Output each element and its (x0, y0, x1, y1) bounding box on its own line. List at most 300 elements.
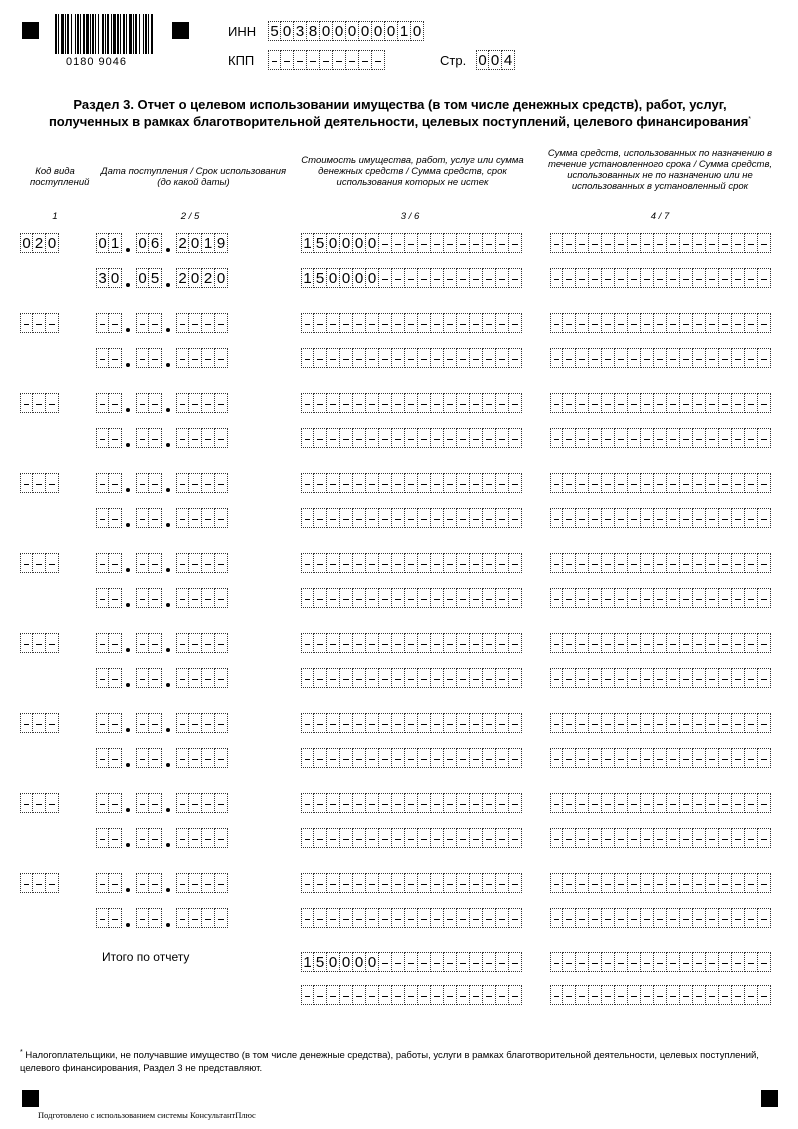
char-cell (136, 748, 149, 768)
amount-field[interactable] (301, 473, 522, 493)
char-cell: 0 (353, 268, 366, 288)
char-cell (602, 985, 615, 1005)
char-cell (589, 588, 602, 608)
char-cell (366, 793, 379, 813)
use-until-field-month[interactable] (136, 828, 162, 848)
amount-field[interactable] (301, 553, 522, 573)
char-cell (20, 793, 33, 813)
date-received-field-day[interactable] (96, 633, 122, 653)
char-cell (20, 393, 33, 413)
char-cell (758, 828, 771, 848)
use-until-field-day[interactable] (96, 748, 122, 768)
misused-field[interactable] (550, 828, 771, 848)
use-until-field-day[interactable] (96, 828, 122, 848)
char-cell (418, 508, 431, 528)
char-cell (379, 713, 392, 733)
code-field[interactable] (20, 553, 59, 573)
code-field[interactable] (20, 873, 59, 893)
misused-field[interactable] (550, 428, 771, 448)
char-cell (680, 553, 693, 573)
total-used-field[interactable] (550, 952, 771, 972)
code-field[interactable] (20, 713, 59, 733)
char-cell (405, 428, 418, 448)
used-field[interactable] (550, 873, 771, 893)
char-cell (719, 873, 732, 893)
char-cell (340, 508, 353, 528)
char-cell (654, 633, 667, 653)
char-cell (176, 313, 189, 333)
use-until-field-month[interactable] (136, 428, 162, 448)
char-cell (589, 668, 602, 688)
misused-field[interactable] (550, 268, 771, 288)
used-field[interactable] (550, 313, 771, 333)
date-separator (126, 603, 130, 607)
char-cell (327, 473, 340, 493)
char-cell: 0 (189, 233, 202, 253)
char-cell (366, 668, 379, 688)
char-cell (693, 588, 706, 608)
char-cell (732, 393, 745, 413)
char-cell (654, 348, 667, 368)
use-until-field-year[interactable] (176, 748, 228, 768)
amount-field[interactable] (301, 713, 522, 733)
date-received-field-year[interactable] (176, 393, 228, 413)
unexpired-field[interactable] (301, 268, 522, 288)
char-cell (444, 873, 457, 893)
char-cell (176, 828, 189, 848)
char-cell (33, 793, 46, 813)
column-heading-amount: Стоимость имущества, работ, услуг или сумма денежных средств / Сумма средств, срок использования которых не истек (301, 155, 524, 188)
char-cell (281, 50, 294, 70)
char-cell (550, 233, 563, 253)
char-cell: 0 (385, 21, 398, 41)
char-cell (602, 313, 615, 333)
use-until-field-year[interactable] (176, 828, 228, 848)
char-cell (301, 508, 314, 528)
char-cell (96, 473, 109, 493)
char-cell (745, 348, 758, 368)
char-cell (680, 985, 693, 1005)
code-field[interactable] (20, 633, 59, 653)
char-cell (392, 985, 405, 1005)
char-cell (667, 348, 680, 368)
date-received-field-month[interactable] (136, 633, 162, 653)
char-cell (327, 713, 340, 733)
char-cell (176, 713, 189, 733)
char-cell (136, 553, 149, 573)
char-cell (96, 748, 109, 768)
char-cell (149, 713, 162, 733)
barcode-icon (55, 14, 154, 54)
date-received-field-month[interactable] (136, 553, 162, 573)
char-cell (719, 668, 732, 688)
used-field[interactable] (550, 713, 771, 733)
char-cell (314, 393, 327, 413)
date-received-field-month[interactable] (136, 233, 162, 253)
date-received-field-day[interactable] (96, 553, 122, 573)
use-until-field-day[interactable] (96, 268, 122, 288)
char-cell (732, 748, 745, 768)
char-cell (202, 668, 215, 688)
char-cell (202, 873, 215, 893)
amount-field[interactable] (301, 793, 522, 813)
char-cell (496, 313, 509, 333)
code-field[interactable] (20, 313, 59, 333)
char-cell (693, 828, 706, 848)
misused-field[interactable] (550, 908, 771, 928)
char-cell (483, 428, 496, 448)
use-until-field-day[interactable] (96, 668, 122, 688)
char-cell (509, 908, 522, 928)
char-cell (589, 348, 602, 368)
char-cell: 0 (366, 268, 379, 288)
use-until-field-year[interactable] (176, 588, 228, 608)
char-cell (745, 473, 758, 493)
char-cell (589, 313, 602, 333)
char-cell: 0 (327, 952, 340, 972)
char-cell (602, 428, 615, 448)
corner-marker-bottom-right (761, 1090, 778, 1107)
page-number-field[interactable] (476, 50, 515, 70)
char-cell: 0 (327, 233, 340, 253)
char-cell (418, 393, 431, 413)
char-cell (327, 668, 340, 688)
use-until-field-year[interactable] (176, 428, 228, 448)
char-cell (353, 713, 366, 733)
date-received-field-year[interactable] (176, 473, 228, 493)
code-field[interactable] (20, 473, 59, 493)
char-cell (392, 793, 405, 813)
char-cell (550, 313, 563, 333)
char-cell: 5 (314, 233, 327, 253)
char-cell (470, 508, 483, 528)
char-cell (576, 233, 589, 253)
char-cell (109, 713, 122, 733)
char-cell (301, 473, 314, 493)
char-cell (366, 748, 379, 768)
char-cell (301, 668, 314, 688)
char-cell: 0 (353, 952, 366, 972)
used-field[interactable] (550, 473, 771, 493)
used-field[interactable] (550, 233, 771, 253)
char-cell (353, 793, 366, 813)
use-until-field-day[interactable] (96, 508, 122, 528)
barcode-number: 0180 9046 (66, 56, 127, 68)
char-cell (641, 793, 654, 813)
char-cell (654, 793, 667, 813)
date-received-field-day[interactable] (96, 233, 122, 253)
date-separator (166, 568, 170, 572)
char-cell (392, 268, 405, 288)
use-until-field-month[interactable] (136, 348, 162, 368)
char-cell (509, 873, 522, 893)
char-cell (550, 588, 563, 608)
total-misused-field[interactable] (550, 985, 771, 1005)
used-field[interactable] (550, 553, 771, 573)
unexpired-field[interactable] (301, 748, 522, 768)
char-cell (392, 393, 405, 413)
unexpired-field[interactable] (301, 828, 522, 848)
char-cell (615, 393, 628, 413)
char-cell (628, 508, 641, 528)
char-cell (496, 908, 509, 928)
char-cell (509, 952, 522, 972)
used-field[interactable] (550, 633, 771, 653)
char-cell: 0 (20, 233, 33, 253)
char-cell (379, 233, 392, 253)
date-received-field-month[interactable] (136, 873, 162, 893)
misused-field[interactable] (550, 668, 771, 688)
char-cell (641, 952, 654, 972)
char-cell (327, 748, 340, 768)
char-cell (563, 428, 576, 448)
char-cell (563, 473, 576, 493)
char-cell (693, 553, 706, 573)
use-until-field-month[interactable] (136, 748, 162, 768)
char-cell (444, 233, 457, 253)
amount-field[interactable] (301, 633, 522, 653)
use-until-field-month[interactable] (136, 668, 162, 688)
char-cell (379, 268, 392, 288)
char-cell (758, 233, 771, 253)
char-cell (550, 393, 563, 413)
char-cell (745, 793, 758, 813)
char-cell (46, 793, 59, 813)
char-cell: 0 (46, 233, 59, 253)
use-until-field-year[interactable] (176, 908, 228, 928)
date-received-field-month[interactable] (136, 713, 162, 733)
use-until-field-month[interactable] (136, 588, 162, 608)
char-cell (628, 588, 641, 608)
char-cell (602, 908, 615, 928)
use-until-field-month[interactable] (136, 508, 162, 528)
unexpired-field[interactable] (301, 668, 522, 688)
total-unexpired-field[interactable] (301, 985, 522, 1005)
use-until-field-year[interactable] (176, 348, 228, 368)
char-cell (202, 828, 215, 848)
use-until-field-day[interactable] (96, 588, 122, 608)
char-cell (470, 233, 483, 253)
date-received-field-day[interactable] (96, 473, 122, 493)
char-cell (96, 793, 109, 813)
char-cell (202, 393, 215, 413)
char-cell (719, 793, 732, 813)
char-cell (483, 985, 496, 1005)
use-until-field-day[interactable] (96, 908, 122, 928)
misused-field[interactable] (550, 508, 771, 528)
char-cell (366, 428, 379, 448)
char-cell: 0 (372, 21, 385, 41)
date-received-field-year[interactable] (176, 233, 228, 253)
char-cell: 0 (366, 952, 379, 972)
unexpired-field[interactable] (301, 908, 522, 928)
section-title-line-1: Раздел 3. Отчет о целевом использовании имущества (в том числе денежных средств), работ, услуг, (73, 97, 727, 112)
date-received-field-day[interactable] (96, 313, 122, 333)
date-received-field-month[interactable] (136, 793, 162, 813)
char-cell: 0 (215, 268, 228, 288)
date-received-field-month[interactable] (136, 313, 162, 333)
char-cell (509, 793, 522, 813)
unexpired-field[interactable] (301, 348, 522, 368)
char-cell (745, 713, 758, 733)
misused-field[interactable] (550, 348, 771, 368)
date-received-field-month[interactable] (136, 393, 162, 413)
char-cell (431, 908, 444, 928)
char-cell (732, 508, 745, 528)
char-cell (431, 508, 444, 528)
char-cell: 4 (502, 50, 515, 70)
used-field[interactable] (550, 793, 771, 813)
char-cell (96, 393, 109, 413)
date-received-field-year[interactable] (176, 713, 228, 733)
char-cell (483, 793, 496, 813)
amount-field[interactable] (301, 233, 522, 253)
char-cell (176, 348, 189, 368)
char-cell (149, 588, 162, 608)
misused-field[interactable] (550, 588, 771, 608)
char-cell (431, 828, 444, 848)
char-cell (444, 713, 457, 733)
char-cell (641, 713, 654, 733)
code-field[interactable] (20, 233, 59, 253)
char-cell (327, 633, 340, 653)
date-received-field-year[interactable] (176, 793, 228, 813)
date-separator (126, 808, 130, 812)
char-cell (314, 588, 327, 608)
inn-field[interactable] (268, 21, 424, 41)
char-cell (550, 793, 563, 813)
char-cell (758, 873, 771, 893)
char-cell (359, 50, 372, 70)
char-cell (602, 748, 615, 768)
char-cell (431, 713, 444, 733)
char-cell (327, 313, 340, 333)
char-cell (706, 668, 719, 688)
char-cell (353, 633, 366, 653)
use-until-field-day[interactable] (96, 428, 122, 448)
date-received-field-day[interactable] (96, 793, 122, 813)
char-cell (602, 348, 615, 368)
char-cell (96, 828, 109, 848)
char-cell (109, 828, 122, 848)
date-received-field-year[interactable] (176, 553, 228, 573)
char-cell (379, 908, 392, 928)
char-cell (641, 348, 654, 368)
char-cell (418, 985, 431, 1005)
use-until-field-year[interactable] (176, 508, 228, 528)
used-field[interactable] (550, 393, 771, 413)
char-cell (641, 668, 654, 688)
code-field[interactable] (20, 793, 59, 813)
char-cell (314, 793, 327, 813)
char-cell (366, 508, 379, 528)
char-cell (628, 313, 641, 333)
use-until-field-year[interactable] (176, 668, 228, 688)
date-separator (166, 888, 170, 892)
char-cell (602, 873, 615, 893)
char-cell (314, 873, 327, 893)
char-cell: 0 (489, 50, 502, 70)
char-cell: 0 (281, 21, 294, 41)
use-until-field-month[interactable] (136, 268, 162, 288)
char-cell (745, 985, 758, 1005)
char-cell (758, 748, 771, 768)
char-cell (758, 473, 771, 493)
char-cell (496, 268, 509, 288)
date-received-field-day[interactable] (96, 713, 122, 733)
char-cell (641, 473, 654, 493)
char-cell (641, 588, 654, 608)
char-cell (745, 908, 758, 928)
amount-field[interactable] (301, 393, 522, 413)
char-cell (366, 873, 379, 893)
amount-field[interactable] (301, 313, 522, 333)
total-amount-field[interactable] (301, 952, 522, 972)
char-cell (563, 952, 576, 972)
char-cell (470, 908, 483, 928)
char-cell (470, 873, 483, 893)
date-received-field-day[interactable] (96, 873, 122, 893)
char-cell (353, 668, 366, 688)
char-cell (392, 588, 405, 608)
char-cell (431, 313, 444, 333)
char-cell: 6 (149, 233, 162, 253)
char-cell (301, 985, 314, 1005)
kpp-field[interactable] (268, 50, 385, 70)
unexpired-field[interactable] (301, 588, 522, 608)
char-cell (149, 553, 162, 573)
char-cell (33, 473, 46, 493)
amount-field[interactable] (301, 873, 522, 893)
use-until-field-month[interactable] (136, 908, 162, 928)
char-cell: 0 (340, 233, 353, 253)
char-cell (109, 313, 122, 333)
char-cell (654, 748, 667, 768)
date-received-field-year[interactable] (176, 313, 228, 333)
code-field[interactable] (20, 393, 59, 413)
char-cell (654, 985, 667, 1005)
date-received-field-month[interactable] (136, 473, 162, 493)
char-cell (719, 268, 732, 288)
date-received-field-day[interactable] (96, 393, 122, 413)
char-cell (483, 668, 496, 688)
use-until-field-year[interactable] (176, 268, 228, 288)
char-cell (615, 952, 628, 972)
char-cell (576, 748, 589, 768)
date-received-field-year[interactable] (176, 633, 228, 653)
char-cell (418, 268, 431, 288)
date-received-field-year[interactable] (176, 873, 228, 893)
use-until-field-day[interactable] (96, 348, 122, 368)
char-cell (340, 588, 353, 608)
char-cell (470, 748, 483, 768)
unexpired-field[interactable] (301, 428, 522, 448)
date-separator (126, 283, 130, 287)
char-cell (215, 828, 228, 848)
char-cell (509, 748, 522, 768)
unexpired-field[interactable] (301, 508, 522, 528)
char-cell (483, 952, 496, 972)
char-cell (366, 633, 379, 653)
date-separator (126, 648, 130, 652)
char-cell (576, 268, 589, 288)
misused-field[interactable] (550, 748, 771, 768)
char-cell (496, 428, 509, 448)
char-cell (327, 873, 340, 893)
char-cell (732, 952, 745, 972)
char-cell (353, 748, 366, 768)
char-cell (366, 473, 379, 493)
